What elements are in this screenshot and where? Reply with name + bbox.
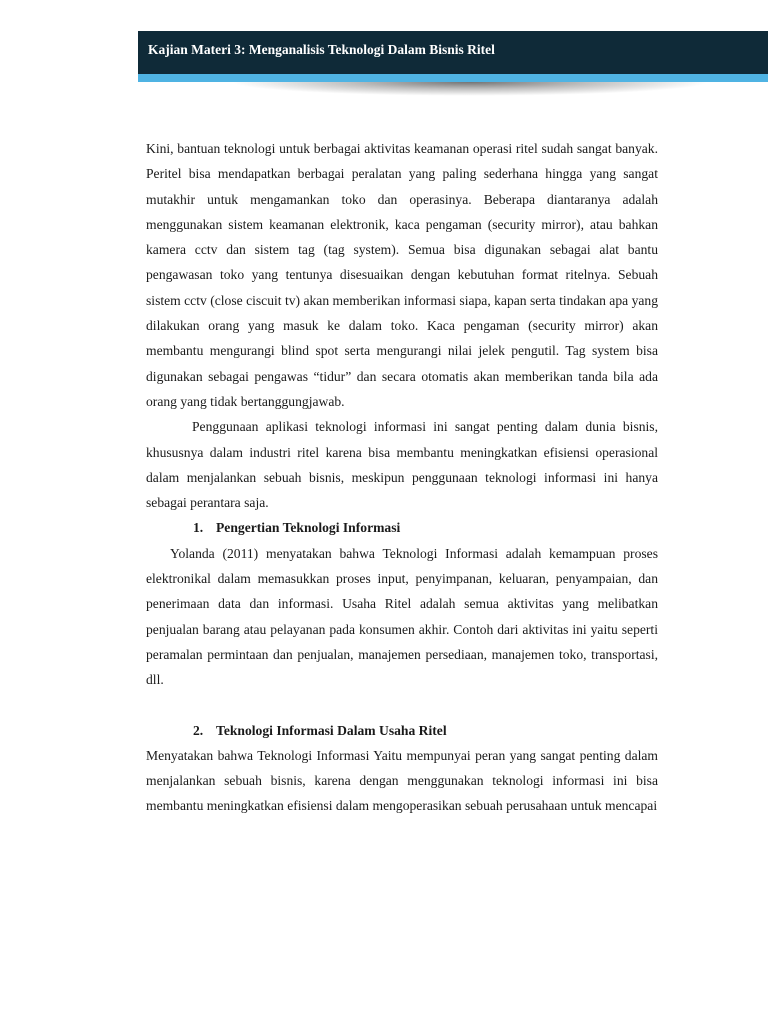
paragraph-2: Penggunaan aplikasi teknologi informasi ini sangat penting dalam dunia bisnis, khususnya dalam industri ritel karena bisa membantu meningkatkan efisiensi operasional dalam menjalankan sebuah bisnis, meskipun penggunaan teknologi informasi ini hanya sebagai perantara saja.: [146, 419, 658, 511]
header-shadow: [230, 82, 710, 96]
header-accent-stripe: [138, 74, 768, 82]
header-title: Kajian Materi 3: Menganalisis Teknologi Dalam Bisnis Ritel: [148, 42, 495, 57]
section-1-text: Yolanda (2011) menyatakan bahwa Teknologi Informasi adalah kemampuan proses elektronikal dalam memasukkan proses input, penyimpanan, keluaran, penyampaian, dan penerimaan data dan informasi. Usaha Ritel adalah semua aktivitas yang melibatkan penjualan barang atau pelayanan pada konsumen akhir. Contoh dari aktivitas ini yaitu seperti peramalan permintaan dan penjualan, manajemen persediaan, manajemen toko, transportasi, dll.: [146, 545, 658, 688]
paragraph-1: Kini, bantuan teknologi untuk berbagai aktivitas keamanan operasi ritel sudah sangat banyak. Peritel bisa mendapatkan berbagai peralatan yang paling sederhana hingga yang sangat mutakhir untuk mengamankan toko dan operasinya. Beberapa diantaranya adalah menggunakan sistem keamanan elektronik, kaca pengaman (security mirror), atau bahkan kamera cctv dan sistem tag (tag system). Semua bisa digunakan sebagai alat bantu pengawasan toko yang tentunya disesuaikan dengan kebutuhan format ritelnya. Sebuah sistem cctv (close ciscuit tv) akan memberikan informasi siapa, kapan serta tindakan apa yang dilakukan orang yang masuk ke dalam toko. Kaca pengaman (security mirror) akan membantu mengurangi blind spot serta mengurangi nilai jelek pengutil. Tag system bisa digunakan sebagai pengawas “tidur” dan secara otomatis akan memberikan tanda bila ada orang yang tidak bertanggungjawab.: [146, 141, 658, 409]
section-1-heading: [146, 515, 658, 540]
document-body: [146, 136, 658, 819]
section-2-title: Teknologi Informasi Dalam Usaha Ritel: [216, 722, 447, 738]
section-2-number: 2.: [193, 722, 204, 738]
section-1-title: Pengertian Teknologi Informasi: [216, 520, 401, 536]
section-2-heading: [146, 718, 658, 743]
section-spacer: [146, 693, 658, 718]
section-2-text: Menyatakan bahwa Teknologi Informasi Yaitu mempunyai peran yang sangat penting dalam menjalankan sebuah bisnis, karena dengan menggunakan teknologi informasi ini bisa membantu meningkatkan efisiensi dalam mengoperasikan sebuah perusahaan untuk mencapai: [146, 747, 658, 814]
header-bar: [138, 31, 768, 74]
section-1-number: 1.: [193, 520, 204, 536]
